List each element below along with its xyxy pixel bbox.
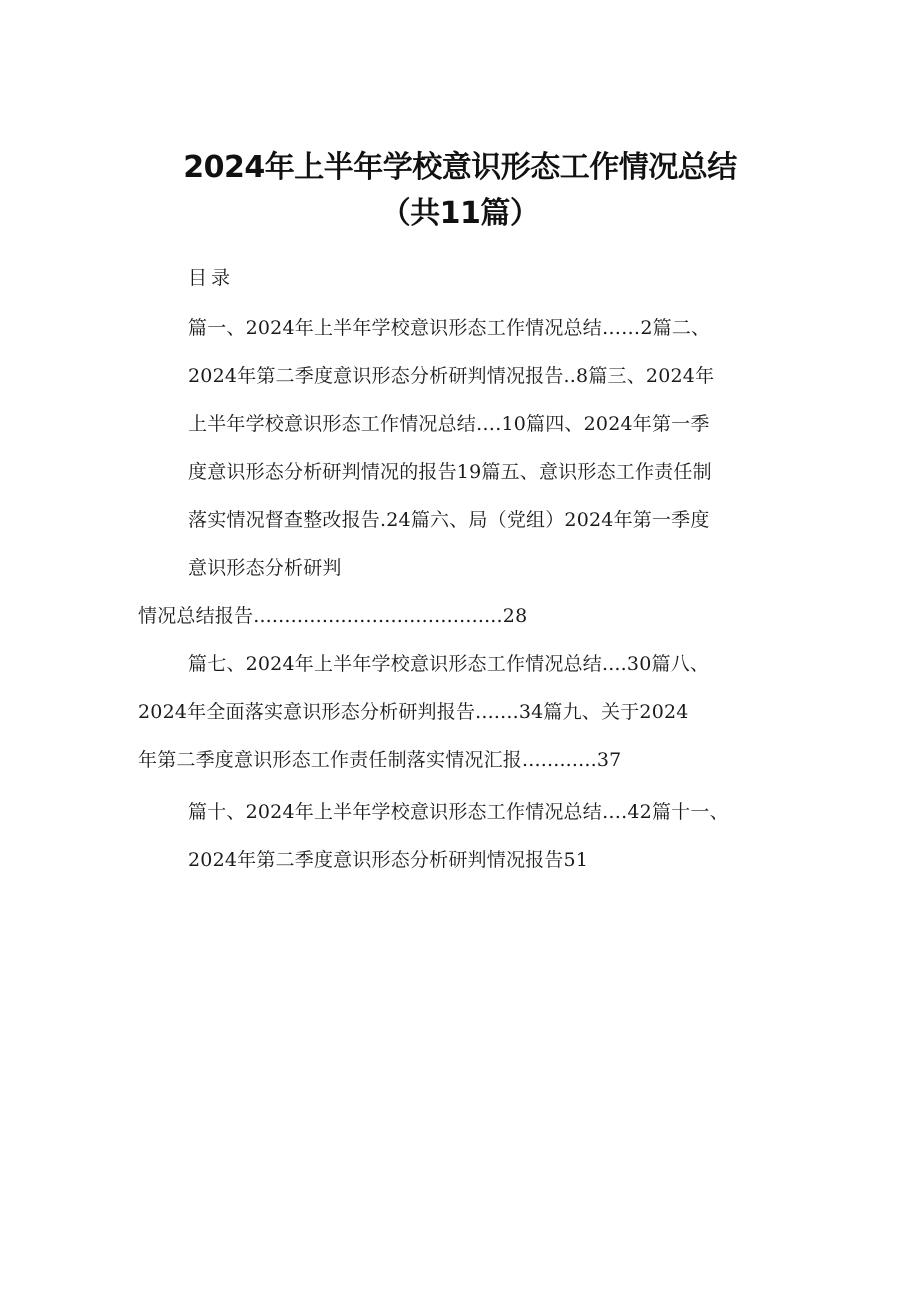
toc-line: 年第二季度意识形态工作责任制落实情况汇报............37 [138, 749, 622, 771]
toc-line: 2024年第二季度意识形态分析研判情况报告..8篇三、2024年 [188, 365, 715, 387]
toc-line: 意识形态分析研判 [188, 557, 342, 579]
toc-line: 篇七、2024年上半年学校意识形态工作情况总结....30篇八、 [188, 653, 710, 675]
toc-heading: 目录 [188, 267, 235, 289]
document-title: 2024年上半年学校意识形态工作情况总结 [183, 150, 737, 185]
toc-line: 篇十、2024年上半年学校意识形态工作情况总结….42篇十一、 [188, 801, 729, 823]
toc-line: 2024年第二季度意识形态分析研判情况报告51 [188, 849, 589, 871]
toc-line: 2024年全面落实意识形态分析研判报告.......34篇九、关于2024 [138, 701, 689, 723]
toc-line: 上半年学校意识形态工作情况总结….10篇四、2024年第一季 [188, 413, 710, 435]
document-subtitle: （共11篇） [380, 196, 540, 231]
toc-line: 篇一、2024年上半年学校意识形态工作情况总结……2篇二、 [188, 317, 711, 339]
toc-line: 落实情况督查整改报告.24篇六、局（党组）2024年第一季度 [188, 509, 710, 531]
toc-line: 度意识形态分析研判情况的报告19篇五、意识形态工作责任制 [188, 461, 712, 483]
toc-line: 情况总结报告........................................28 [138, 605, 528, 627]
